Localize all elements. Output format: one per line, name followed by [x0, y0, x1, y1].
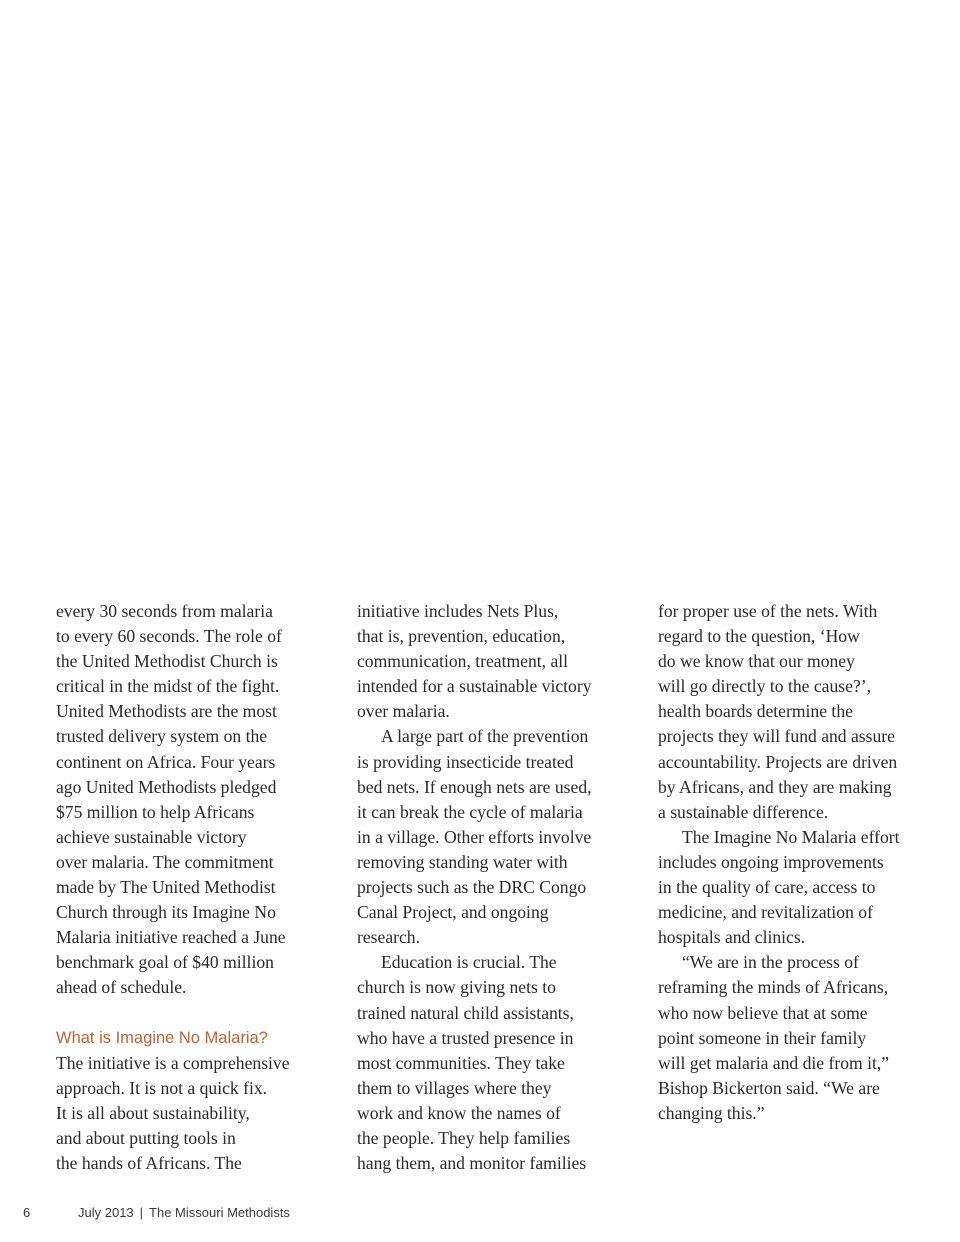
text-line: in a village. Other efforts involve — [357, 826, 592, 847]
text-line: It is all about sustainability, — [56, 1102, 250, 1123]
text-line: over malaria. — [357, 701, 450, 722]
page-number: 6 — [23, 1205, 31, 1220]
text-line: for proper use of the nets. With — [658, 601, 878, 621]
paragraph — [357, 724, 619, 950]
text-line: made by The United Methodist — [56, 877, 276, 898]
text-line: to every 60 seconds. The role of — [56, 626, 282, 647]
paragraph — [56, 1051, 318, 1176]
text-line: medicine, and revitalization of — [658, 902, 873, 923]
paragraph-spacer — [56, 1001, 318, 1026]
text-line: in the quality of care, access to — [658, 877, 876, 898]
text-line: Church through its Imagine No — [56, 902, 276, 923]
text-line: initiative includes Nets Plus, — [357, 601, 559, 621]
paragraph — [658, 825, 920, 950]
text-line: reframing the minds of Africans, — [658, 977, 889, 998]
text-line: achieve sustainable victory — [56, 826, 247, 847]
text-line: trained natural child assistants, — [357, 1002, 574, 1023]
text-line: hospitals and clinics. — [658, 927, 806, 948]
text-line: by Africans, and they are making — [658, 776, 892, 797]
text-line: ahead of schedule. — [56, 977, 187, 998]
text-line: intended for a sustainable victory — [357, 676, 592, 697]
article-column-3 — [658, 599, 920, 1126]
text-line: regard to the question, ‘How — [658, 626, 860, 647]
text-line: communication, treatment, all — [357, 651, 569, 672]
text-line: will get malaria and die from it,” — [658, 1052, 890, 1073]
text-line: work and know the names of — [357, 1102, 561, 1123]
text-line: Canal Project, and ongoing — [357, 902, 549, 923]
text-line: bed nets. If enough nets are used, — [357, 776, 592, 797]
text-line: church is now giving nets to — [357, 977, 556, 998]
text-line: A large part of the prevention — [381, 726, 589, 747]
text-line: the United Methodist Church is — [56, 651, 278, 672]
text-line: The initiative is a comprehensive — [56, 1052, 290, 1073]
text-line: hang them, and monitor families — [357, 1153, 587, 1174]
text-line: is providing insecticide treated — [357, 751, 574, 772]
text-line: United Methodists are the most — [56, 701, 277, 722]
text-line: it can break the cycle of malaria — [357, 801, 583, 822]
text-line: over malaria. The commitment — [56, 851, 274, 872]
text-line: them to villages where they — [357, 1077, 552, 1098]
text-line: the people. They help families — [357, 1127, 571, 1148]
text-line: accountability. Projects are driven — [658, 751, 898, 772]
text-line: who now believe that at some — [658, 1002, 868, 1023]
text-line: a sustainable difference. — [658, 801, 829, 822]
text-line: $75 million to help Africans — [56, 801, 255, 822]
text-line: will go directly to the cause?’, — [658, 676, 872, 697]
paragraph — [357, 950, 619, 1176]
text-line: every 30 seconds from malaria — [56, 601, 273, 621]
text-line: ago United Methodists pledged — [56, 776, 277, 797]
text-line: benchmark goal of $40 million — [56, 952, 274, 973]
text-line: Education is crucial. The — [381, 952, 557, 973]
footer-publication-info — [78, 1205, 290, 1220]
text-line: the hands of Africans. The — [56, 1153, 242, 1174]
text-line: trusted delivery system on the — [56, 726, 268, 747]
text-line: Malaria initiative reached a June — [56, 927, 286, 948]
paragraph — [658, 599, 920, 825]
text-line: “We are in the process of — [682, 952, 859, 973]
article-column-1 — [56, 599, 318, 1176]
text-line: point someone in their family — [658, 1027, 867, 1048]
footer-date: July 2013 — [78, 1205, 134, 1220]
paragraph — [56, 599, 318, 1001]
text-line: critical in the midst of the fight. — [56, 676, 280, 697]
footer-separator: | — [139, 1205, 144, 1220]
text-line: research. — [357, 927, 420, 948]
text-line: who have a trusted presence in — [357, 1027, 574, 1048]
text-line: removing standing water with — [357, 851, 568, 872]
text-line: approach. It is not a quick fix. — [56, 1077, 268, 1098]
paragraph — [658, 950, 920, 1126]
text-line: do we know that our money — [658, 651, 855, 672]
text-line: projects such as the DRC Congo — [357, 877, 587, 898]
text-line: projects they will fund and assure — [658, 726, 895, 747]
text-line: continent on Africa. Four years — [56, 751, 276, 772]
text-line: The Imagine No Malaria effort — [682, 826, 900, 847]
text-line: that is, prevention, education, — [357, 626, 566, 647]
section-subheading: What is Imagine No Malaria? — [56, 1028, 268, 1047]
text-line: includes ongoing improvements — [658, 851, 884, 872]
text-line: Bishop Bickerton said. “We are — [658, 1077, 880, 1098]
text-line: changing this.” — [658, 1102, 765, 1123]
footer-publication-name: The Missouri Methodists — [149, 1205, 290, 1220]
text-line: health boards determine the — [658, 701, 853, 722]
paragraph — [357, 599, 619, 724]
article-column-2 — [357, 599, 619, 1176]
text-line: and about putting tools in — [56, 1127, 236, 1148]
text-line: most communities. They take — [357, 1052, 565, 1073]
